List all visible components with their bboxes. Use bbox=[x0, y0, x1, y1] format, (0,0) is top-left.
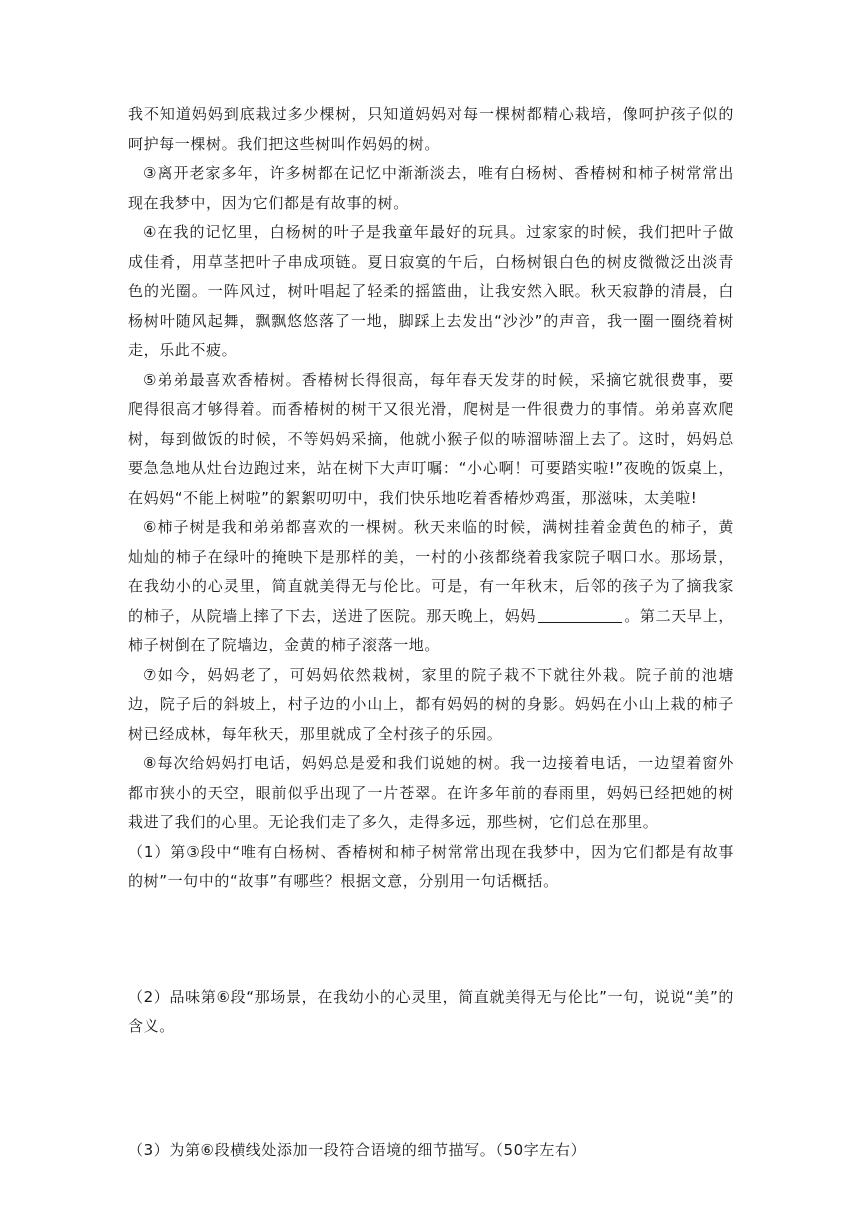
paragraph-5: ⑤弟弟最喜欢香椿树。香椿树长得很高，每年春天发芽的时候，采摘它就很费事，要爬得很高才够得着。而香椿树的树干又很光滑，爬树是一件很费力的事情。弟弟喜欢爬树，每到做饭的时候，不等妈妈采摘，他就小猴子似的哧溜哧溜上去了。这时，妈妈总要急急地从灶台边跑过来，站在树下大声叮嘱：“小心啊！可要踏实啦!”夜晚的饭桌上，在妈妈“不能上树啦”的絮絮叨叨中，我们快乐地吃着香椿炒鸡蛋，那滋味，太美啦! bbox=[128, 370, 734, 507]
paragraph-3: ③离开老家多年，许多树都在记忆中渐渐淡去，唯有白杨树、香椿树和柿子树常常出现在我梦中，因为它们都是有故事的树。 bbox=[128, 164, 734, 212]
paragraph-4: ④在我的记忆里，白杨树的叶子是我童年最好的玩具。过家家的时候，我们把叶子做成佳肴，用草茎把叶子串成项链。夏日寂寞的午后，白杨树银白色的树皮微微泛出淡青色的光圈。一阵风过，树叶唱起了轻柔的摇篮曲，让我安然入眠。秋天寂静的清晨，白杨树叶随风起舞，飘飘悠悠落了一地，脚踩上去发出“沙沙”的声音，我一圈一圈绕着树走，乐此不疲。 bbox=[128, 223, 734, 359]
paragraph-intro: 我不知道妈妈到底栽过多少棵树，只知道妈妈对每一棵树都精心栽培，像呵护孩子似的呵护每一棵树。我们把这些树叫作妈妈的树。 bbox=[128, 105, 734, 153]
fill-in-blank-line bbox=[538, 608, 622, 623]
question-1: （1）第③段中“唯有白杨树、香椿树和柿子树常常出现在我梦中，因为它们都是有故事的树”一句中的“故事”有哪些？根据文意，分别用一句话概括。 bbox=[128, 842, 734, 890]
paragraph-8: ⑧每次给妈妈打电话，妈妈总是爱和我们说她的树。我一边接着电话，一边望着窗外都市狭小的天空，眼前似乎出现了一片苍翠。在许多年前的春雨里，妈妈已经把她的树栽进了我们的心里。无论我们走了多久，走得多远，那些树，它们总在那里。 bbox=[128, 754, 734, 831]
question-2: （2）品味第⑥段“那场景，在我幼小的心灵里，简直就美得无与伦比”一句，说说“美”的含义。 bbox=[128, 987, 734, 1035]
question-3: （3）为第⑥段横线处添加一段符合语境的细节描写。（50字左右） bbox=[128, 1140, 587, 1159]
paragraph-7: ⑦如今，妈妈老了，可妈妈依然栽树，家里的院子栽不下就往外栽。院子前的池塘边，院子后的斜坡上，村子边的小山上，都有妈妈的树的身影。妈妈在小山上栽的柿子树已经成林，每年秋天，那里就成了全村孩子的乐园。 bbox=[128, 665, 734, 743]
paragraph-6-after-blank: 。第二天早上，柿子树倒在了院墙边，金黄的柿子滚落一地。 bbox=[128, 606, 735, 654]
document-page bbox=[128, 100, 734, 1165]
paragraph-6-before-blank: ⑥柿子树是我和弟弟都喜欢的一棵树。秋天来临的时候，满树挂着金黄色的柿子，黄灿灿的柿子在绿叶的掩映下是那样的美，一村的小孩都绕着我家院子咽口水。那场景，在我幼小的心灵里，简直就美得无与伦比。可是，有一年秋末，后邻的孩子为了摘我家的柿子，从院墙上摔了下去，送进了医院。那天晚上，妈妈 bbox=[128, 518, 734, 625]
paragraph-6 bbox=[128, 513, 734, 661]
